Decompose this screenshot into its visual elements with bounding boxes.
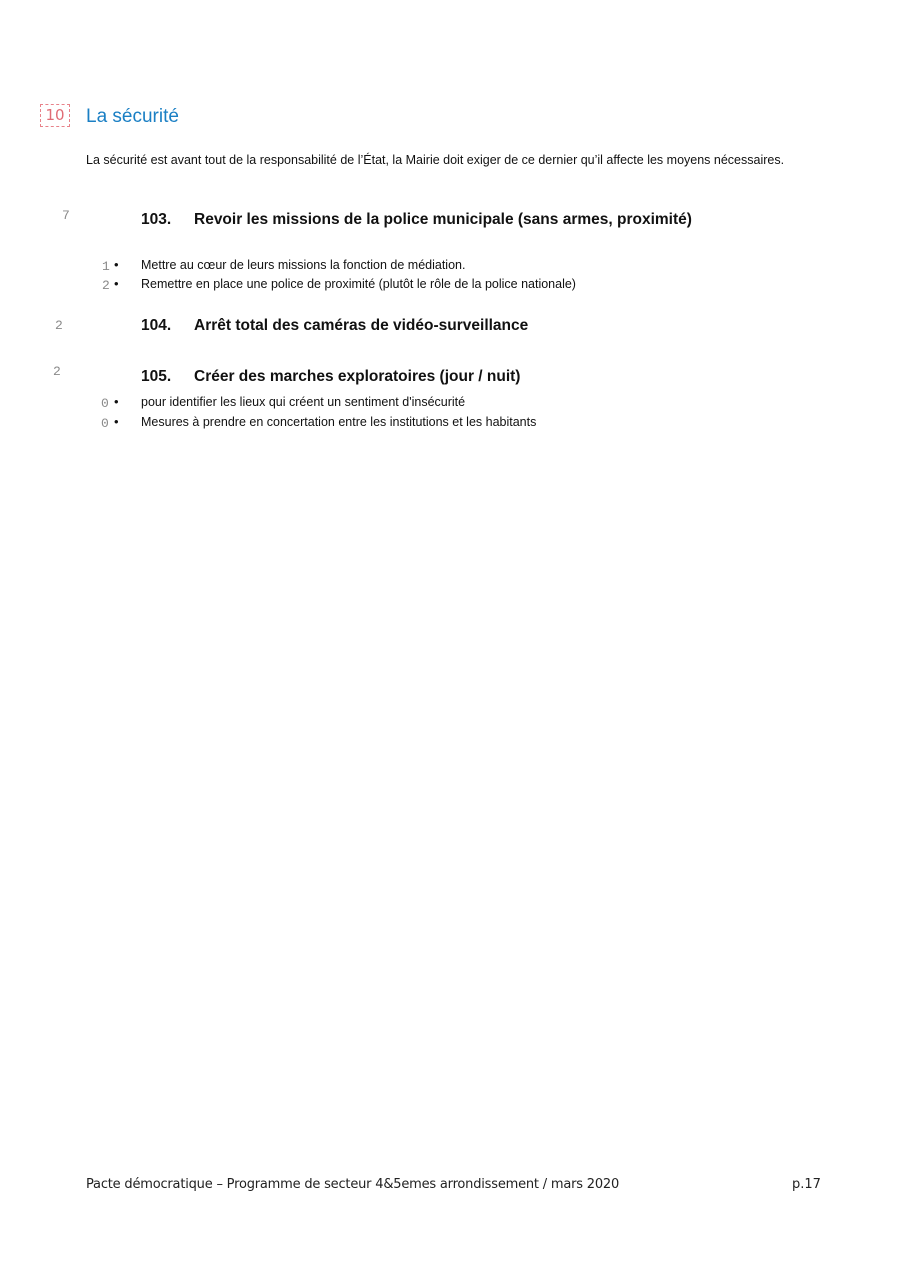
proposal-title: Revoir les missions de la police municipale (sans armes, proximité) bbox=[194, 211, 692, 228]
bullet-text: Remettre en place une police de proximité (plutôt le rôle de la police nationale) bbox=[141, 277, 576, 291]
proposal-number: 104. bbox=[141, 317, 172, 334]
section-intro-paragraph: La sécurité est avant tout de la responsabilité de l’État, la Mairie doit exiger de ce dernier qu’il affecte les moyens nécessaires. bbox=[86, 153, 785, 167]
bullet-margin-count: 0 bbox=[101, 416, 109, 431]
footer-text: Pacte démocratique – Programme de secteur 4&5emes arrondissement / mars 2020 bbox=[86, 1177, 620, 1192]
page-number: p.17 bbox=[792, 1177, 821, 1192]
proposal-margin-count: 2 bbox=[55, 318, 63, 333]
bullet-icon: • bbox=[114, 257, 119, 272]
section-title: La sécurité bbox=[86, 106, 179, 127]
bullet-margin-count: 1 bbox=[102, 259, 110, 274]
proposal-number: 103. bbox=[141, 211, 172, 228]
proposal-number: 105. bbox=[141, 368, 172, 385]
section-number-badge: 10 bbox=[40, 104, 70, 127]
bullet-text: Mettre au cœur de leurs missions la fonction de médiation. bbox=[141, 258, 466, 272]
bullet-margin-count: 0 bbox=[101, 396, 109, 411]
bullet-margin-count: 2 bbox=[102, 278, 110, 293]
proposal-title: Arrêt total des caméras de vidéo-surveillance bbox=[194, 317, 529, 334]
proposal-margin-count: 7 bbox=[62, 208, 70, 223]
proposal-margin-count: 2 bbox=[53, 364, 61, 379]
bullet-text: pour identifier les lieux qui créent un sentiment d'insécurité bbox=[141, 395, 466, 409]
bullet-text: Mesures à prendre en concertation entre les institutions et les habitants bbox=[141, 415, 537, 429]
bullet-icon: • bbox=[114, 276, 119, 291]
proposal-title: Créer des marches exploratoires (jour / nuit) bbox=[194, 368, 521, 385]
bullet-icon: • bbox=[114, 394, 119, 409]
bullet-icon: • bbox=[114, 414, 119, 429]
